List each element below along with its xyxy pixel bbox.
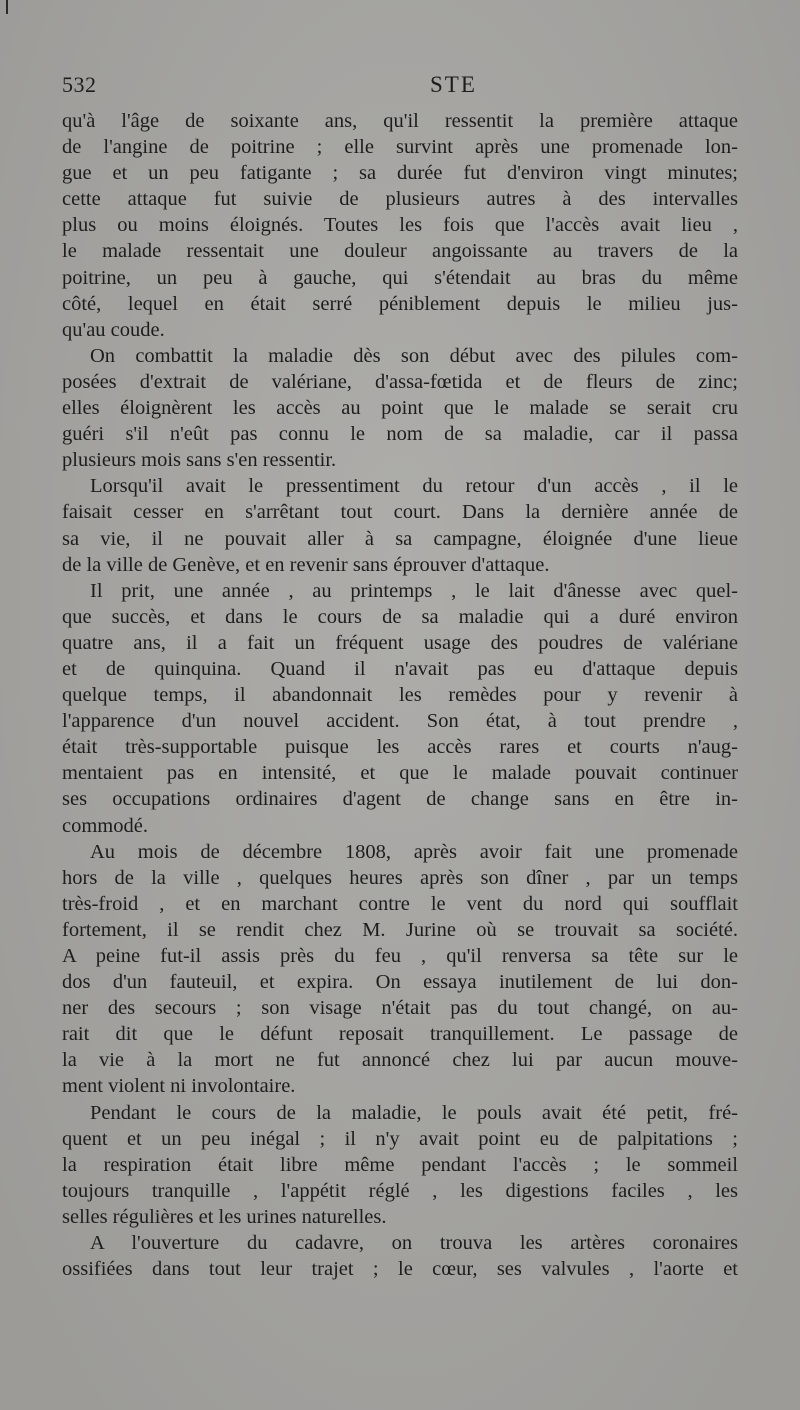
text-line: dos d'un fauteuil, et expira. On essaya inutilement de lui don- xyxy=(62,971,738,994)
text-line: faisait cesser en s'arrêtant tout court. Dans la dernière année de xyxy=(62,501,738,524)
text-line: gue et un peu fatigante ; sa durée fut d'environ vingt minutes; xyxy=(62,162,738,185)
page-edge-rule xyxy=(6,0,8,14)
text-line: commodé. xyxy=(62,814,148,837)
text-line: Pendant le cours de la maladie, le pouls avait été petit, fré- xyxy=(90,1101,738,1124)
text-line: On combattit la maladie dès son début avec des pilules com- xyxy=(90,344,738,367)
text-line: qu'à l'âge de soixante ans, qu'il ressentit la première attaque xyxy=(62,110,738,132)
text-line: poitrine, un peu à gauche, qui s'étendait au bras du même xyxy=(62,266,738,289)
text-line: qu'au coude. xyxy=(62,318,165,341)
text-line: toujours tranquille , l'appétit réglé , les digestions faciles , les xyxy=(62,1179,738,1202)
text-line: selles régulières et les urines naturelles. xyxy=(62,1205,387,1228)
text-line: Il prit, une année , au printemps , le lait d'ânesse avec quel- xyxy=(90,579,738,602)
text-line: et de quinquina. Quand il n'avait pas eu d'attaque depuis xyxy=(62,657,738,680)
text-line: Lorsqu'il avait le pressentiment du retour d'un accès , il le xyxy=(90,475,738,498)
text-line: fortement, il se rendit chez M. Jurine où se trouvait sa société. xyxy=(62,918,738,941)
page-header xyxy=(62,72,738,100)
text-line: A l'ouverture du cadavre, on trouva les artères coronaires xyxy=(90,1232,738,1255)
text-line: A peine fut-il assis près du feu , qu'il renversa sa tête sur le xyxy=(62,945,738,967)
page-number: 532 xyxy=(62,72,97,97)
text-line: elles éloignèrent les accès au point que le malade se serait cru xyxy=(62,397,738,420)
text-line: était très-supportable puisque les accès rares et courts n'aug- xyxy=(62,736,738,759)
text-line: guéri s'il n'eût pas connu le nom de sa maladie, car il passa xyxy=(62,423,738,446)
text-line: de l'angine de poitrine ; elle survint après une promenade lon- xyxy=(62,136,738,159)
text-line: ses occupations ordinaires d'agent de change sans en être in- xyxy=(62,788,738,811)
text-line: quelque temps, il abandonnait les remèdes pour y revenir à xyxy=(62,684,738,707)
text-line: plusieurs mois sans s'en ressentir. xyxy=(62,449,337,472)
text-line: cette attaque fut suivie de plusieurs autres à des intervalles xyxy=(62,188,738,211)
body-text xyxy=(62,108,738,1282)
text-line: posées d'extrait de valériane, d'assa-fœtida et de fleurs de zinc; xyxy=(62,370,738,393)
text-line: la vie à la mort ne fut annoncé chez lui par aucun mouve- xyxy=(62,1049,738,1072)
text-line: plus ou moins éloignés. Toutes les fois que l'accès avait lieu , xyxy=(62,214,738,237)
running-head: STE xyxy=(430,72,477,97)
text-line: l'apparence d'un nouvel accident. Son état, à tout prendre , xyxy=(62,710,738,733)
text-line: rait dit que le défunt reposait tranquillement. Le passage de xyxy=(62,1023,738,1046)
text-line: très-froid , et en marchant contre le vent du nord qui soufflait xyxy=(62,892,738,915)
text-line: que succès, et dans le cours de sa maladie qui a duré environ xyxy=(62,605,738,628)
text-line: sa vie, il ne pouvait aller à sa campagne, éloignée d'une lieue xyxy=(62,527,738,550)
text-line: côté, lequel en était serré péniblement depuis le milieu jus- xyxy=(62,292,738,315)
text-line: le malade ressentait une douleur angoissante au travers de la xyxy=(62,240,738,263)
text-line: ner des secours ; son visage n'était pas du tout changé, on au- xyxy=(62,997,738,1020)
text-line: la respiration était libre même pendant l'accès ; le sommeil xyxy=(62,1153,738,1176)
text-line: de la ville de Genève, et en revenir sans éprouver d'attaque. xyxy=(62,553,550,576)
text-line: quatre ans, il a fait un fréquent usage des poudres de valériane xyxy=(62,631,738,654)
text-line: hors de la ville , quelques heures après son dîner , par un temps xyxy=(62,866,738,889)
text-line: Au mois de décembre 1808, après avoir fait une promenade xyxy=(90,840,738,863)
text-line: ossifiées dans tout leur trajet ; le cœur, ses valvules , l'aorte et xyxy=(62,1258,738,1281)
text-line: quent et un peu inégal ; il n'y avait point eu de palpitations ; xyxy=(62,1127,738,1150)
text-line: ment violent ni involontaire. xyxy=(62,1075,296,1098)
text-line: mentaient pas en intensité, et que le malade pouvait continuer xyxy=(62,762,738,785)
